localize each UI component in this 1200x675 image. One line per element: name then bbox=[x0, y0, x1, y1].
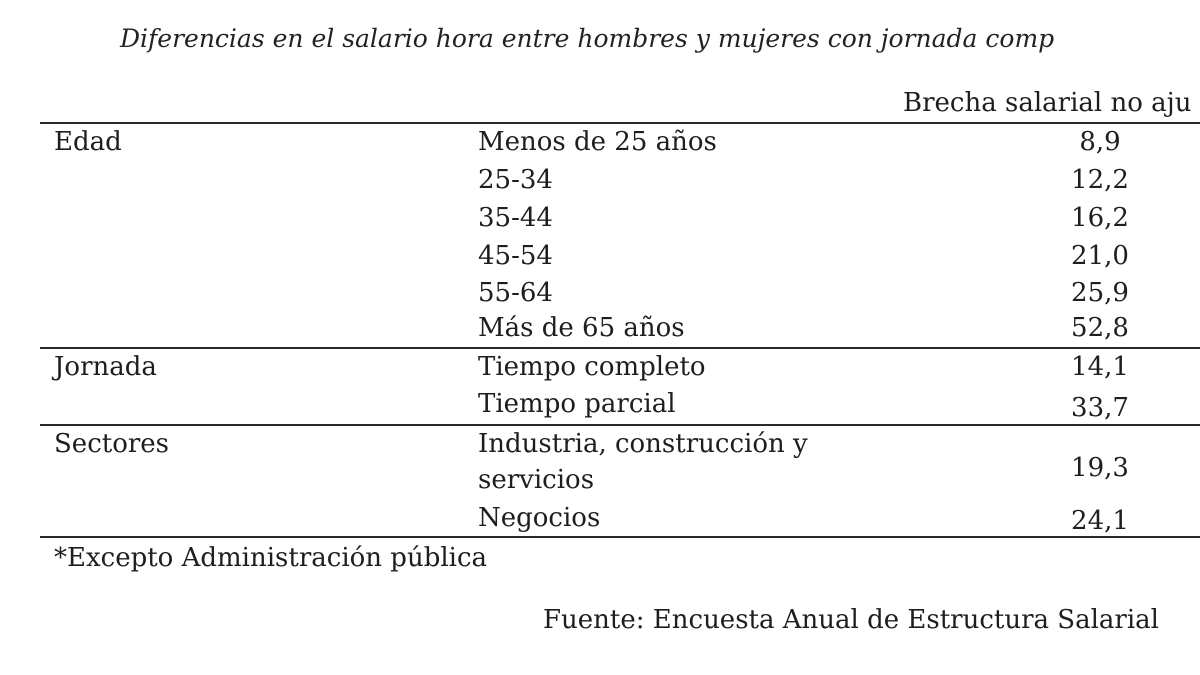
row-category: 35-44 bbox=[478, 203, 553, 233]
row-value: 16,2 bbox=[1071, 203, 1129, 233]
row-category: Menos de 25 años bbox=[478, 127, 717, 157]
group-label-jornada: Jornada bbox=[54, 352, 157, 382]
table-rule-bottom bbox=[40, 536, 1200, 538]
row-category: 25-34 bbox=[478, 165, 553, 195]
row-value: 25,9 bbox=[1071, 278, 1129, 308]
row-value: 33,7 bbox=[1071, 393, 1129, 423]
row-category-continued: servicios bbox=[478, 465, 595, 495]
footnote: *Excepto Administración pública bbox=[54, 543, 488, 573]
row-value: 8,9 bbox=[1079, 127, 1121, 157]
row-category: Tiempo completo bbox=[478, 352, 706, 382]
group-divider bbox=[40, 424, 1200, 426]
group-label-sectores: Sectores bbox=[54, 429, 170, 459]
group-divider bbox=[40, 347, 1200, 349]
row-value: 12,2 bbox=[1071, 165, 1129, 195]
row-value: 52,8 bbox=[1071, 313, 1129, 343]
row-value: 14,1 bbox=[1071, 352, 1129, 382]
row-category: Tiempo parcial bbox=[478, 389, 676, 419]
table-title: Diferencias en el salario hora entre hombres y mujeres con jornada comp bbox=[120, 24, 1055, 53]
row-category: 45-54 bbox=[478, 241, 553, 271]
row-category: 55-64 bbox=[478, 278, 553, 308]
table-rule-top bbox=[40, 122, 1200, 124]
row-category: Negocios bbox=[478, 503, 601, 533]
row-category: Industria, construcción y bbox=[478, 429, 808, 459]
row-value: 19,3 bbox=[1071, 453, 1129, 483]
source-note: Fuente: Encuesta Anual de Estructura Salarial bbox=[543, 605, 1159, 635]
row-value: 21,0 bbox=[1071, 241, 1129, 271]
row-value: 24,1 bbox=[1071, 506, 1129, 536]
group-label-edad: Edad bbox=[54, 127, 122, 157]
column-header-brecha: Brecha salarial no aju bbox=[903, 88, 1192, 118]
row-category: Más de 65 años bbox=[478, 313, 685, 343]
